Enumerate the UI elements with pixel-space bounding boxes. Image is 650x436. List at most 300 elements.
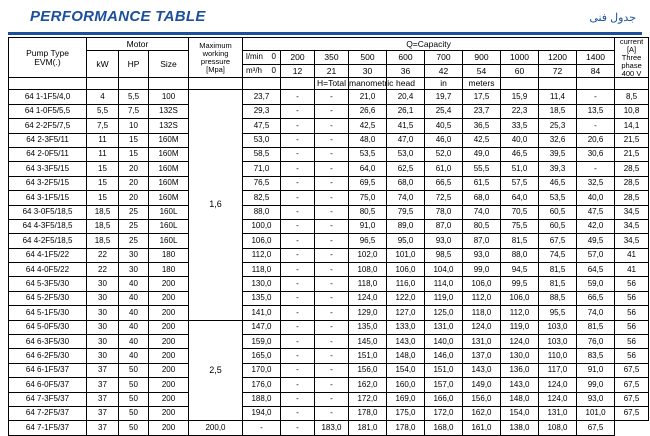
cell-head-3: 178,0 (349, 406, 387, 420)
cell-head-2: - (315, 291, 349, 305)
cell-head-4: 175,0 (387, 406, 425, 420)
cell-current: 34,5 (615, 205, 649, 219)
cell-size: 200 (149, 320, 189, 334)
cell-current: 56 (615, 349, 649, 363)
cell-pump-type: 64 4-2F5/18,5 (9, 234, 87, 248)
cell-head-6: 80,5 (463, 219, 501, 233)
cell-hp: 25 (119, 205, 149, 219)
cell-head-3: 80,5 (349, 205, 387, 219)
cell-head-8: 46,5 (539, 176, 577, 190)
cell-head-5: 114,0 (425, 277, 463, 291)
cell-head-6: 99,0 (463, 263, 501, 277)
cell-head-6: 17,5 (463, 90, 501, 104)
flow-m3h-2: 21 (315, 65, 349, 78)
cell-hp: 10 (119, 119, 149, 133)
cell-head-8: 124,0 (539, 378, 577, 392)
cell-head-6: 143,0 (463, 363, 501, 377)
table-row (9, 248, 649, 262)
cell-pump-type: 64 5-0F5/30 (9, 320, 87, 334)
cell-pump-type: 64 4-1F5/22 (9, 248, 87, 262)
cell-head-3: 118,0 (349, 277, 387, 291)
cell-head-1: - (281, 277, 315, 291)
cell-hp: 7,5 (119, 104, 149, 118)
table-row (9, 147, 649, 161)
cell-head-7: 64,0 (501, 191, 539, 205)
cell-head-4: 95,0 (387, 234, 425, 248)
header-in: in (425, 78, 463, 90)
header-max-pressure-label: Maximum working pressure (199, 40, 232, 66)
cell-kw: 37 (87, 406, 119, 420)
cell-head-6: 49,0 (463, 147, 501, 161)
cell-current: 21,5 (615, 133, 649, 147)
header-unit-lmin-label: l/min (246, 52, 263, 62)
cell-current: 56 (615, 291, 649, 305)
table-row (9, 133, 649, 147)
cell-head-2: - (315, 349, 349, 363)
cell-head-6: 55,5 (463, 162, 501, 176)
cell-head-0: 47,5 (243, 119, 281, 133)
cell-head-7: 75,5 (501, 219, 539, 233)
cell-size: 200 (149, 378, 189, 392)
cell-size: 200 (149, 392, 189, 406)
cell-head-2: - (315, 406, 349, 420)
cell-hp: 15 (119, 147, 149, 161)
cell-head-5: 166,0 (425, 392, 463, 406)
cell-head-9: 74,0 (577, 306, 615, 320)
cell-head-1: - (281, 320, 315, 334)
cell-head-4: 53,0 (387, 147, 425, 161)
cell-head-7: 15,9 (501, 90, 539, 104)
cell-head-0: 130,0 (243, 277, 281, 291)
cell-current: 10,8 (615, 104, 649, 118)
cell-head-9: 64,5 (577, 263, 615, 277)
cell-pump-type: 64 7-3F5/37 (9, 392, 87, 406)
cell-head-6: 112,0 (463, 291, 501, 305)
cell-head-0: 23,7 (243, 90, 281, 104)
cell-head-1: - (281, 104, 315, 118)
cell-head-8: 11,4 (539, 90, 577, 104)
cell-head-9: 57,0 (577, 248, 615, 262)
cell-head-4: 20,4 (387, 90, 425, 104)
table-row (9, 205, 649, 219)
cell-head-2: - (315, 392, 349, 406)
cell-hp: 40 (119, 320, 149, 334)
cell-head-3: 69,5 (349, 176, 387, 190)
table-row (9, 219, 649, 233)
cell-head-3: 135,0 (349, 320, 387, 334)
cell-head-7: 99,5 (501, 277, 539, 291)
table-row (9, 119, 649, 133)
cell-hp: 40 (119, 335, 149, 349)
cell-head-1: - (281, 248, 315, 262)
cell-head-3: 172,0 (349, 392, 387, 406)
cell-pump-type: 64 5-1F5/30 (9, 306, 87, 320)
cell-head-7: 112,0 (501, 306, 539, 320)
cell-head-8: 32,6 (539, 133, 577, 147)
table-row (9, 320, 649, 334)
cell-head-6: 168,0 (425, 421, 463, 435)
cell-head-0: 88,0 (243, 205, 281, 219)
cell-current: 41 (615, 263, 649, 277)
cell-head-6: 68,0 (463, 191, 501, 205)
cell-head-0: 53,0 (243, 133, 281, 147)
cell-head-9: 32,5 (577, 176, 615, 190)
header-spacer-flow8 (539, 78, 577, 90)
cell-head-8: 18,5 (539, 104, 577, 118)
cell-head-7: 40,0 (501, 133, 539, 147)
cell-head-9: 49,5 (577, 234, 615, 248)
cell-current: 56 (615, 335, 649, 349)
cell-kw: 15 (87, 191, 119, 205)
cell-size: 200 (149, 306, 189, 320)
cell-hp: 40 (119, 277, 149, 291)
cell-head-9: 66,5 (577, 291, 615, 305)
cell-size: 200 (149, 406, 189, 420)
flow-m3h-4: 36 (387, 65, 425, 78)
cell-head-5: 87,0 (425, 219, 463, 233)
cell-head-3: 156,0 (349, 363, 387, 377)
cell-pump-type: 64 4-0F5/22 (9, 263, 87, 277)
cell-head-2: - (315, 90, 349, 104)
cell-head-6: 74,0 (463, 205, 501, 219)
cell-current: 14,1 (615, 119, 649, 133)
cell-head-1: - (281, 162, 315, 176)
cell-head-2: - (315, 219, 349, 233)
cell-hp: 40 (119, 349, 149, 363)
cell-head-0: 200,0 (189, 421, 243, 435)
header-spacer-mpa (189, 78, 243, 90)
cell-head-1: - (281, 133, 315, 147)
cell-head-6: 87,0 (463, 234, 501, 248)
cell-head-8: 39,5 (539, 147, 577, 161)
cell-pump-type: 64 6-3F5/30 (9, 335, 87, 349)
cell-head-7: 57,5 (501, 176, 539, 190)
flow-m3h-8: 72 (539, 65, 577, 78)
cell-size: 160L (149, 234, 189, 248)
cell-head-4: 62,5 (387, 162, 425, 176)
header-pump-type-sublabel: EVM(.) (34, 56, 61, 67)
cell-current: 8,5 (615, 90, 649, 104)
cell-head-9: 101,0 (577, 406, 615, 420)
cell-head-6: 61,5 (463, 176, 501, 190)
flow-lmin-9: 1400 (577, 51, 615, 65)
cell-head-3: 91,0 (349, 219, 387, 233)
cell-kw: 5,5 (87, 104, 119, 118)
flow-m3h-0: 0 (271, 66, 276, 76)
header-spacer-flow9 (577, 78, 615, 90)
cell-hp: 15 (119, 133, 149, 147)
cell-head-3: 102,0 (349, 248, 387, 262)
cell-head-2: - (315, 191, 349, 205)
cell-head-4: 47,0 (387, 133, 425, 147)
cell-pump-type: 64 1-1F5/4,0 (9, 90, 87, 104)
cell-head-5: 61,0 (425, 162, 463, 176)
cell-head-0: 29,3 (243, 104, 281, 118)
cell-head-6: 93,0 (463, 248, 501, 262)
cell-head-3: 129,0 (349, 306, 387, 320)
cell-head-1: - (281, 406, 315, 420)
cell-head-2: - (315, 234, 349, 248)
cell-head-4: 154,0 (387, 363, 425, 377)
cell-head-2: - (315, 335, 349, 349)
cell-head-7: 119,0 (501, 320, 539, 334)
cell-head-8: 81,5 (539, 277, 577, 291)
cell-kw: 7,5 (87, 119, 119, 133)
flow-m3h-6: 54 (463, 65, 501, 78)
cell-head-5: 172,0 (425, 406, 463, 420)
cell-head-0: 159,0 (243, 335, 281, 349)
cell-head-1: - (243, 421, 281, 435)
cell-head-2: - (315, 176, 349, 190)
flow-m3h-5: 42 (425, 65, 463, 78)
cell-head-5: 78,0 (425, 205, 463, 219)
cell-head-7: 148,0 (501, 392, 539, 406)
cell-head-9: 99,0 (577, 378, 615, 392)
header-kw: kW (87, 51, 119, 78)
cell-head-9: 83,5 (577, 349, 615, 363)
cell-pump-type: 64 5-2F5/30 (9, 291, 87, 305)
cell-head-5: 157,0 (425, 378, 463, 392)
cell-head-7: 33,5 (501, 119, 539, 133)
cell-head-2: - (281, 421, 315, 435)
cell-size: 132S (149, 104, 189, 118)
header-max-pressure (189, 38, 243, 78)
cell-head-0: 170,0 (243, 363, 281, 377)
cell-head-0: 76,5 (243, 176, 281, 190)
cell-size: 200 (149, 277, 189, 291)
cell-head-9: 47,5 (577, 205, 615, 219)
cell-head-0: 188,0 (243, 392, 281, 406)
table-row (9, 263, 649, 277)
cell-head-5: 19,7 (425, 90, 463, 104)
cell-head-1: - (281, 205, 315, 219)
cell-head-0: 194,0 (243, 406, 281, 420)
cell-size: 180 (149, 248, 189, 262)
title-bar (8, 6, 642, 35)
cell-current: 67,5 (615, 378, 649, 392)
cell-head-2: - (315, 248, 349, 262)
flow-m3h-9: 84 (577, 65, 615, 78)
cell-head-6: 124,0 (463, 320, 501, 334)
table-row (9, 392, 649, 406)
header-current (615, 38, 649, 78)
cell-head-8: 103,0 (539, 335, 577, 349)
cell-hp: 50 (119, 363, 149, 377)
table-row (9, 191, 649, 205)
header-hp: HP (119, 51, 149, 78)
cell-head-3: 108,0 (349, 263, 387, 277)
cell-head-3: 48,0 (349, 133, 387, 147)
cell-pump-type: 64 6-2F5/30 (9, 349, 87, 363)
cell-head-0: 100,0 (243, 219, 281, 233)
cell-head-1: - (281, 392, 315, 406)
cell-head-4: 26,1 (387, 104, 425, 118)
header-spacer-kw (87, 78, 119, 90)
cell-head-4: 133,0 (387, 320, 425, 334)
cell-head-8: 74,5 (539, 248, 577, 262)
header-spacer-flow1 (281, 78, 315, 90)
table-row (9, 406, 649, 420)
cell-head-3: 151,0 (349, 349, 387, 363)
cell-head-4: 89,0 (387, 219, 425, 233)
flow-lmin-5: 700 (425, 51, 463, 65)
cell-hp: 50 (119, 421, 149, 435)
table-row (9, 104, 649, 118)
cell-head-5: 52,0 (425, 147, 463, 161)
cell-size: 160M (149, 162, 189, 176)
cell-head-5: 140,0 (425, 335, 463, 349)
cell-pump-type: 64 7-2F5/37 (9, 406, 87, 420)
cell-kw: 30 (87, 306, 119, 320)
cell-hp: 5,5 (119, 90, 149, 104)
table-row (9, 335, 649, 349)
cell-pump-type: 64 7-1F5/37 (9, 421, 87, 435)
flow-lmin-2: 350 (315, 51, 349, 65)
table-row (9, 378, 649, 392)
header-pump-type-label: Pump Type (26, 47, 69, 58)
cell-head-3: 26,6 (349, 104, 387, 118)
cell-size: 160M (149, 191, 189, 205)
table-row (9, 277, 649, 291)
cell-head-1: - (281, 363, 315, 377)
cell-head-2: - (315, 306, 349, 320)
table-row (9, 421, 649, 435)
cell-kw: 37 (87, 421, 119, 435)
cell-kw: 30 (87, 277, 119, 291)
cell-head-5: 104,0 (425, 263, 463, 277)
cell-pump-type: 64 3-1F5/15 (9, 191, 87, 205)
table-header (9, 38, 649, 90)
cell-head-5: 46,0 (425, 133, 463, 147)
flow-lmin-3: 500 (349, 51, 387, 65)
cell-head-6: 131,0 (463, 335, 501, 349)
cell-head-4: 127,0 (387, 306, 425, 320)
cell-head-2: - (315, 263, 349, 277)
cell-kw: 11 (87, 133, 119, 147)
cell-head-0: 106,0 (243, 234, 281, 248)
table-row (9, 363, 649, 377)
cell-hp: 50 (119, 392, 149, 406)
cell-head-8: 53,5 (539, 191, 577, 205)
cell-head-1: - (281, 119, 315, 133)
cell-head-9: - (577, 90, 615, 104)
cell-head-8: 81,5 (539, 263, 577, 277)
cell-head-4: 122,0 (387, 291, 425, 305)
cell-kw: 30 (87, 349, 119, 363)
flow-m3h-7: 60 (501, 65, 539, 78)
cell-head-9: 108,0 (539, 421, 577, 435)
cell-current: 56 (615, 320, 649, 334)
cell-size: 160M (149, 133, 189, 147)
cell-head-8: 39,3 (539, 162, 577, 176)
cell-current: 56 (615, 277, 649, 291)
cell-head-3: 162,0 (349, 378, 387, 392)
cell-hp: 20 (119, 176, 149, 190)
header-spacer-hp (119, 78, 149, 90)
cell-size: 200 (149, 421, 189, 435)
cell-size: 160M (149, 176, 189, 190)
cell-kw: 18,5 (87, 219, 119, 233)
cell-head-5: 151,0 (425, 363, 463, 377)
cell-head-5: 93,0 (425, 234, 463, 248)
cell-head-1: - (281, 335, 315, 349)
header-size: Size (149, 51, 189, 78)
header-spacer-current (615, 78, 649, 90)
cell-head-0: 112,0 (243, 248, 281, 262)
cell-hp: 20 (119, 162, 149, 176)
header-current-line5: 400 V (621, 68, 642, 78)
cell-head-8: 60,5 (539, 205, 577, 219)
table-body (9, 90, 649, 435)
cell-hp: 30 (119, 263, 149, 277)
cell-head-8: 103,0 (539, 320, 577, 334)
cell-head-2: - (315, 104, 349, 118)
cell-head-3: 42,5 (349, 119, 387, 133)
cell-current: 28,5 (615, 176, 649, 190)
cell-head-1: - (281, 176, 315, 190)
cell-head-6: 23,7 (463, 104, 501, 118)
header-current-line1: current (619, 37, 644, 46)
cell-pump-type: 64 2-0F5/11 (9, 147, 87, 161)
cell-head-5: 178,0 (387, 421, 425, 435)
cell-head-1: - (281, 349, 315, 363)
cell-head-3: 53,5 (349, 147, 387, 161)
cell-size: 180 (149, 263, 189, 277)
header-head: head (387, 78, 425, 90)
cell-head-5: 72,5 (425, 191, 463, 205)
cell-head-6: 149,0 (463, 378, 501, 392)
cell-current: 67,5 (577, 421, 615, 435)
cell-current: 28,5 (615, 191, 649, 205)
cell-kw: 18,5 (87, 205, 119, 219)
cell-pump-type: 64 3-0F5/18,5 (9, 205, 87, 219)
header-current-line4: phase (621, 60, 642, 70)
cell-head-3: 145,0 (349, 335, 387, 349)
cell-head-1: - (281, 306, 315, 320)
cell-head-9: 91,0 (577, 363, 615, 377)
cell-head-4: 106,0 (387, 263, 425, 277)
performance-table (8, 37, 649, 436)
cell-head-9: - (577, 162, 615, 176)
cell-head-0: 82,5 (243, 191, 281, 205)
cell-head-6: 36,5 (463, 119, 501, 133)
cell-current: 67,5 (615, 406, 649, 420)
cell-head-5: 119,0 (425, 291, 463, 305)
flow-lmin-4: 600 (387, 51, 425, 65)
cell-head-5: 131,0 (425, 320, 463, 334)
cell-size: 160M (149, 147, 189, 161)
cell-head-8: 131,0 (539, 406, 577, 420)
cell-head-9: 76,0 (577, 335, 615, 349)
cell-hp: 50 (119, 378, 149, 392)
cell-head-8: 25,3 (539, 119, 577, 133)
cell-head-0: 165,0 (243, 349, 281, 363)
cell-max-pressure: 2,5 (189, 320, 243, 421)
header-max-pressure-unit: [Mpa] (206, 64, 225, 74)
cell-head-7: 51,0 (501, 162, 539, 176)
cell-head-7: 143,0 (501, 378, 539, 392)
cell-head-7: 88,0 (501, 248, 539, 262)
cell-head-4: 148,0 (387, 349, 425, 363)
table-row (9, 291, 649, 305)
cell-head-2: - (315, 119, 349, 133)
cell-kw: 37 (87, 363, 119, 377)
cell-current: 41 (615, 248, 649, 262)
cell-head-5: 146,0 (425, 349, 463, 363)
cell-head-5: 40,5 (425, 119, 463, 133)
cell-head-9: 59,0 (577, 277, 615, 291)
cell-size: 200 (149, 363, 189, 377)
